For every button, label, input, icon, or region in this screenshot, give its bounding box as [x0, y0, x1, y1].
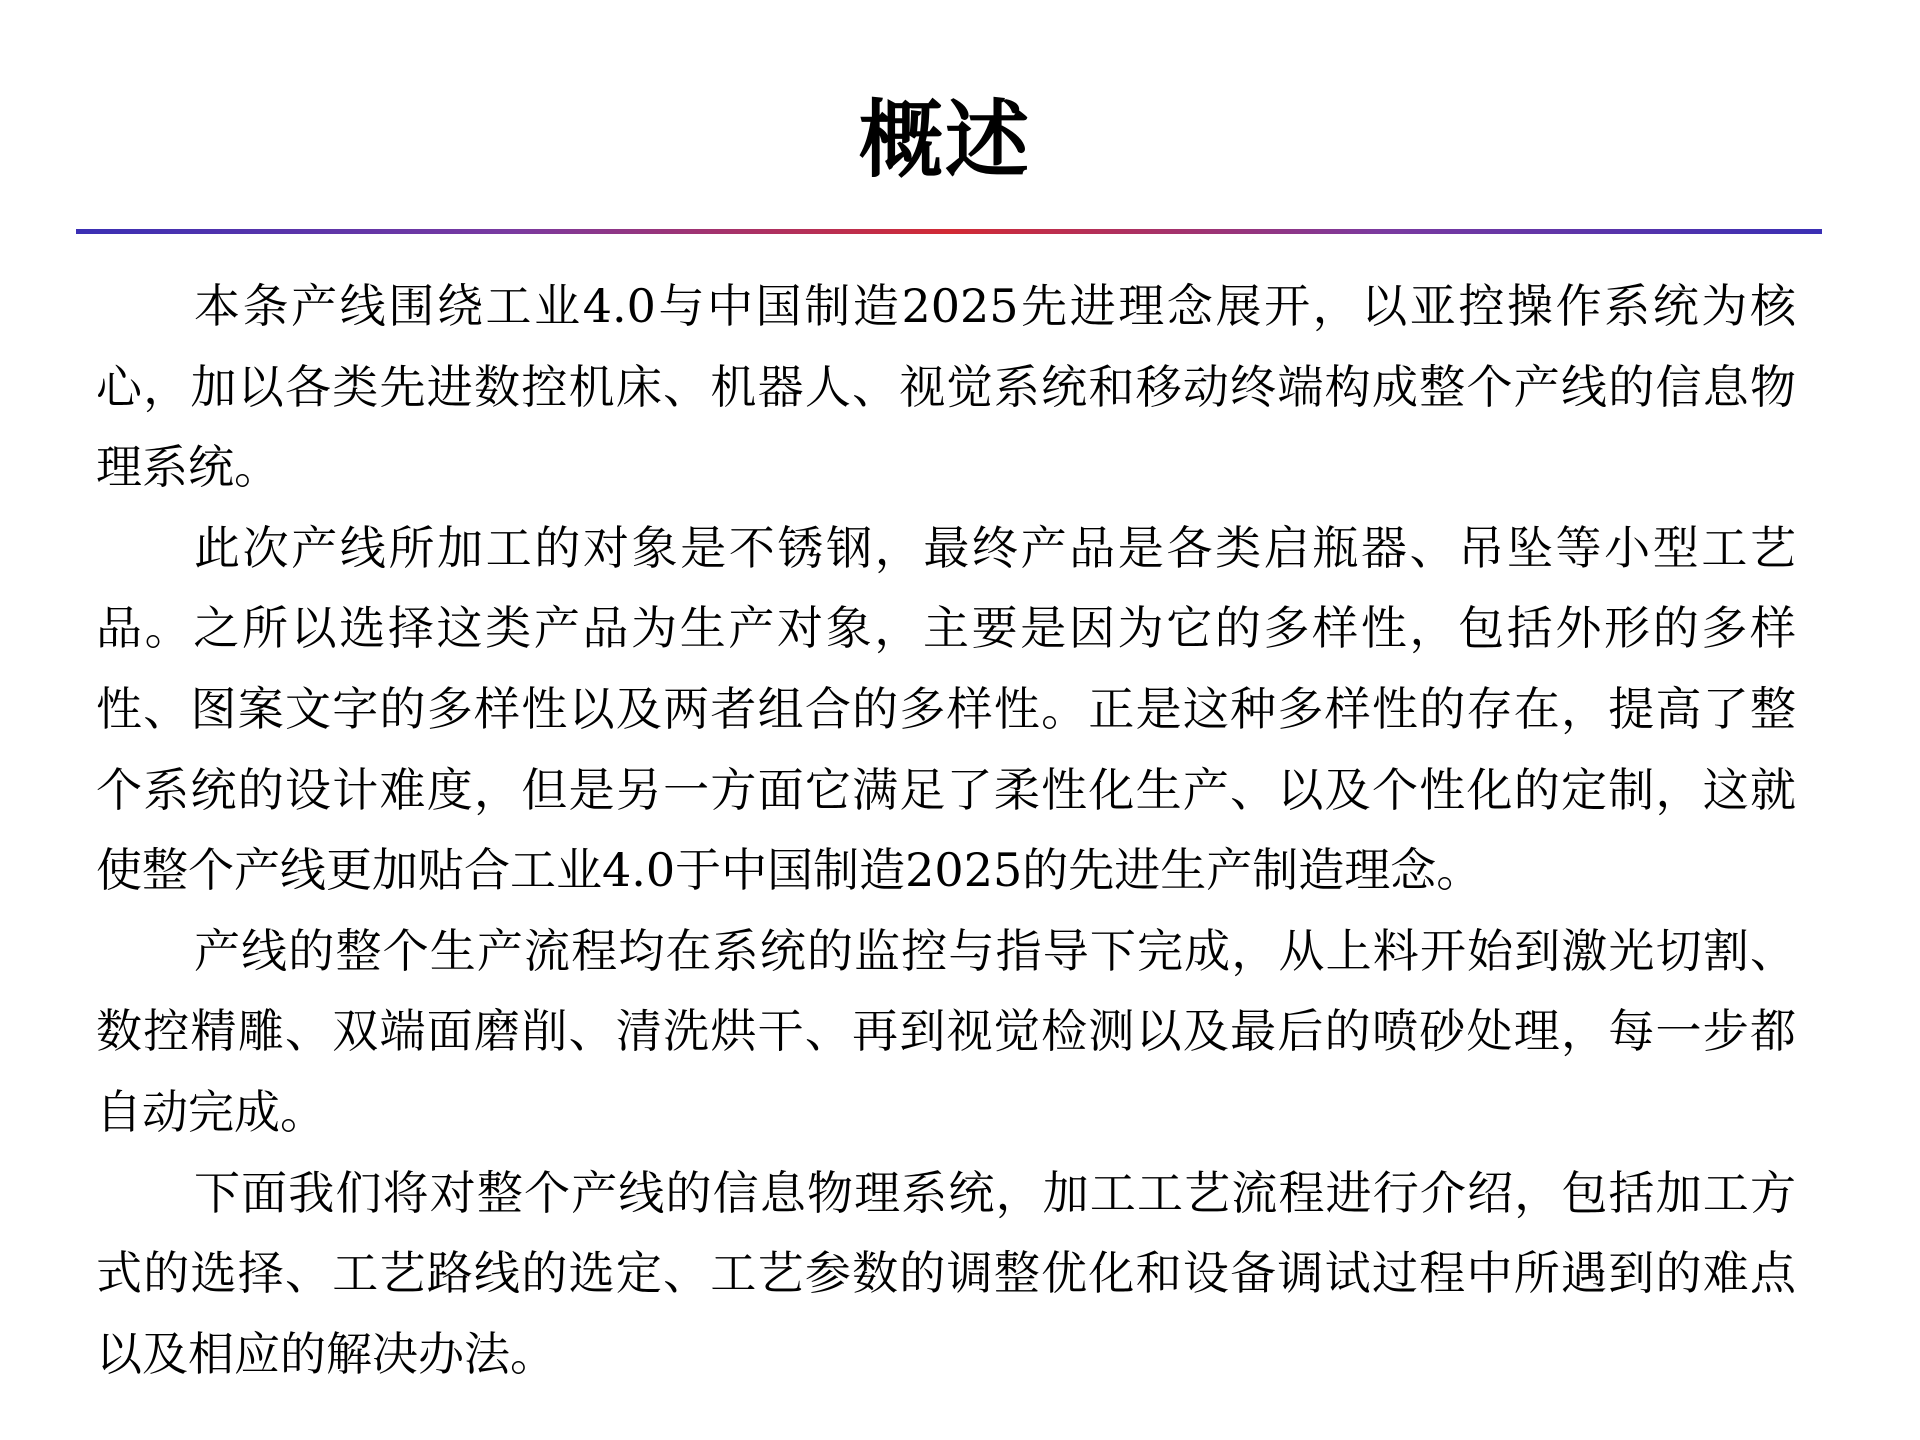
paragraph-overview: 本条产线围绕工业4.0与中国制造2025先进理念展开，以亚控操作系统为核心，加以各类先进数控机床、机器人、视觉系统和移动终端构成整个产线的信息物理系统。: [96, 279, 1796, 495]
title-divider: [76, 229, 1822, 234]
slide-body: [96, 266, 1796, 1394]
paragraph-introduction: 下面我们将对整个产线的信息物理系统，加工工艺流程进行介绍，包括加工方式的选择、工艺路线的选定、工艺参数的调整优化和设备调试过程中所遇到的难点以及相应的解决办法。: [96, 1165, 1796, 1381]
paragraph-products: 此次产线所加工的对象是不锈钢，最终产品是各类启瓶器、吊坠等小型工艺品。之所以选择这类产品为生产对象，主要是因为它的多样性，包括外形的多样性、图案文字的多样性以及两者组合的多样性。正是这种多样性的存在，提高了整个系统的设计难度，但是另一方面它满足了柔性化生产、以及个性化的定制，这就使整个产线更加贴合工业4.0于中国制造2025的先进生产制造理念。: [96, 520, 1796, 898]
paragraph-process-flow: 产线的整个生产流程均在系统的监控与指导下完成，从上料开始到激光切割、数控精雕、双端面磨削、清洗烘干、再到视觉检测以及最后的喷砂处理，每一步都自动完成。: [96, 923, 1796, 1139]
slide-title: 概述: [858, 90, 1031, 189]
